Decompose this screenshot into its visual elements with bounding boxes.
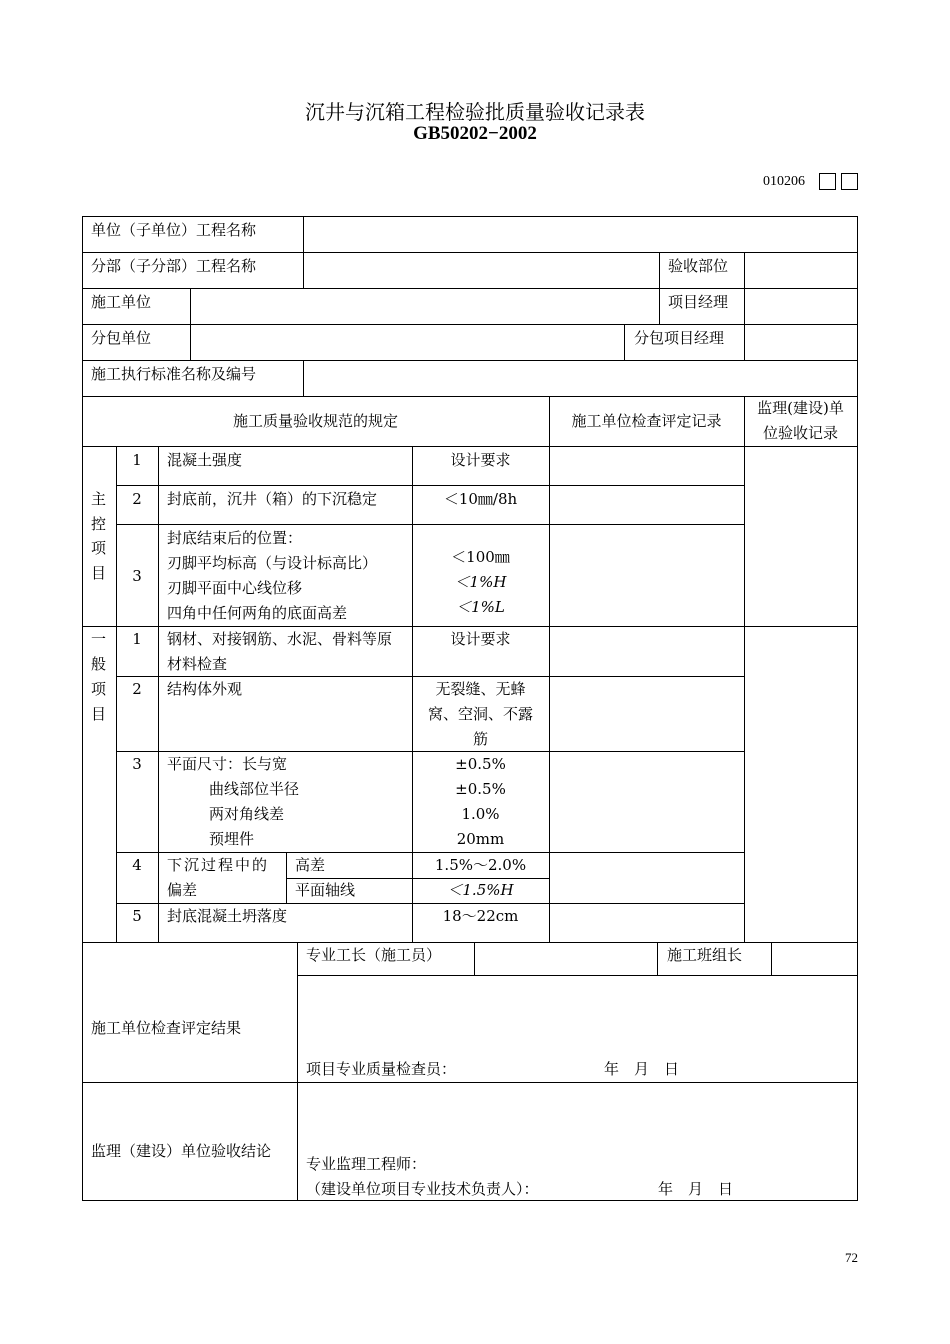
owner-rep-label: （建设单位项目专业技术负责人）： — [306, 1180, 539, 1198]
unit-project-label: 单位（子单位）工程名称 — [91, 221, 257, 239]
code-box-1[interactable] — [819, 173, 836, 190]
sub-manager-label: 分包项目经理 — [634, 329, 725, 347]
gen-item-req: 1.0% — [461, 805, 500, 823]
main-control-label: 主控项目 — [91, 490, 107, 582]
mc-item-name: 刃脚平均标高（与设计标高比） — [167, 554, 378, 572]
gen-item-req: 无裂缝、无蜂 — [435, 680, 526, 698]
mc-item-no: 3 — [132, 567, 142, 585]
gen-item-name: 封底混凝土坍落度 — [167, 907, 288, 925]
gen-item-req: ±0.5% — [455, 780, 506, 798]
team-leader-label: 施工班组长 — [667, 946, 743, 964]
foreman-label: 专业工长（施工员） — [306, 946, 442, 964]
gen-item-name: 下沉过程中的 — [167, 856, 270, 874]
gen-item-name: 材料检查 — [167, 655, 228, 673]
spec-header: 施工质量验收规范的规定 — [232, 412, 398, 430]
gen-item-no: 4 — [132, 856, 142, 874]
gen-item-no: 3 — [132, 755, 142, 773]
form-code: 010206 — [763, 174, 805, 189]
inspector-label: 项目专业质量检查员： — [306, 1060, 457, 1078]
gen-item-name: 曲线部位半径 — [209, 780, 300, 798]
standard-name-label: 施工执行标准名称及编号 — [91, 365, 257, 383]
mc-item-req: ＜1%L — [456, 598, 505, 616]
subcontractor-label: 分包单位 — [91, 329, 152, 347]
gen-item-req: 筋 — [472, 730, 488, 748]
gen-item-req: 18～22cm — [442, 907, 519, 925]
self-result-label: 施工单位检查评定结果 — [91, 1019, 242, 1037]
constructor-label: 施工单位 — [91, 293, 152, 311]
supervisor-conclusion-label: 监理（建设）单位验收结论 — [91, 1142, 272, 1160]
gen-item-name: 平面尺寸：长与宽 — [167, 755, 288, 773]
date-2: 年 月 日 — [658, 1180, 734, 1198]
mc-item-name: 封底前，沉井（箱）的下沉稳定 — [167, 490, 378, 508]
gen-item-req: 设计要求 — [450, 630, 511, 648]
date-1: 年 月 日 — [604, 1060, 680, 1078]
gen-item-name: 预埋件 — [209, 830, 255, 848]
mc-item-no: 2 — [132, 490, 142, 508]
gen-item-name: 两对角线差 — [209, 805, 285, 823]
supervisor-header: 监理(建设)单位验收记录 — [757, 399, 844, 442]
gen-item-no: 2 — [132, 680, 142, 698]
gen-item-no: 1 — [132, 630, 142, 648]
supervisor-engineer-label: 专业监理工程师： — [306, 1155, 427, 1173]
code-box-2[interactable] — [841, 173, 858, 190]
page-number: 72 — [845, 1250, 858, 1265]
mc-item-name: 四角中任何两角的底面高差 — [167, 604, 348, 622]
general-label: 一般项目 — [91, 630, 107, 723]
gen-item-no: 5 — [132, 907, 142, 925]
gen-item-name: 钢材、对接钢筋、水泥、骨料等原 — [167, 630, 393, 648]
gen-item-sub: 平面轴线 — [295, 881, 356, 899]
gen-item-req: 窝、空洞、不露 — [427, 705, 533, 723]
gen-item-req: ±0.5% — [455, 755, 506, 773]
mc-item-req: 设计要求 — [450, 451, 511, 469]
mc-item-req: ＜1%H — [454, 573, 507, 591]
mc-item-name: 刃脚平面中心线位移 — [167, 579, 303, 597]
gen-item-req: 20mm — [456, 830, 505, 848]
gen-item-sub: 高差 — [295, 856, 326, 874]
accept-part-label: 验收部位 — [668, 257, 729, 275]
mc-item-name: 混凝土强度 — [167, 451, 243, 469]
mc-item-name: 封底结束后的位置： — [167, 529, 303, 547]
project-manager-label: 项目经理 — [668, 293, 729, 311]
gen-item-req: 1.5%～2.0% — [434, 856, 527, 874]
gen-item-req: ＜1.5%H — [447, 881, 514, 899]
gen-item-name: 结构体外观 — [167, 680, 243, 698]
self-check-header: 施工单位检查评定记录 — [571, 412, 722, 430]
mc-item-req: ＜10㎜/8h — [443, 490, 518, 508]
standard-code: GB50202−2002 — [413, 123, 537, 144]
form-title: 沉井与沉箱工程检验批质量验收记录表 — [305, 100, 645, 124]
mc-item-req: ＜100㎜ — [451, 548, 510, 566]
mc-item-no: 1 — [132, 451, 142, 469]
gen-item-name: 偏差 — [167, 881, 198, 899]
sub-project-label: 分部（子分部）工程名称 — [91, 257, 257, 275]
